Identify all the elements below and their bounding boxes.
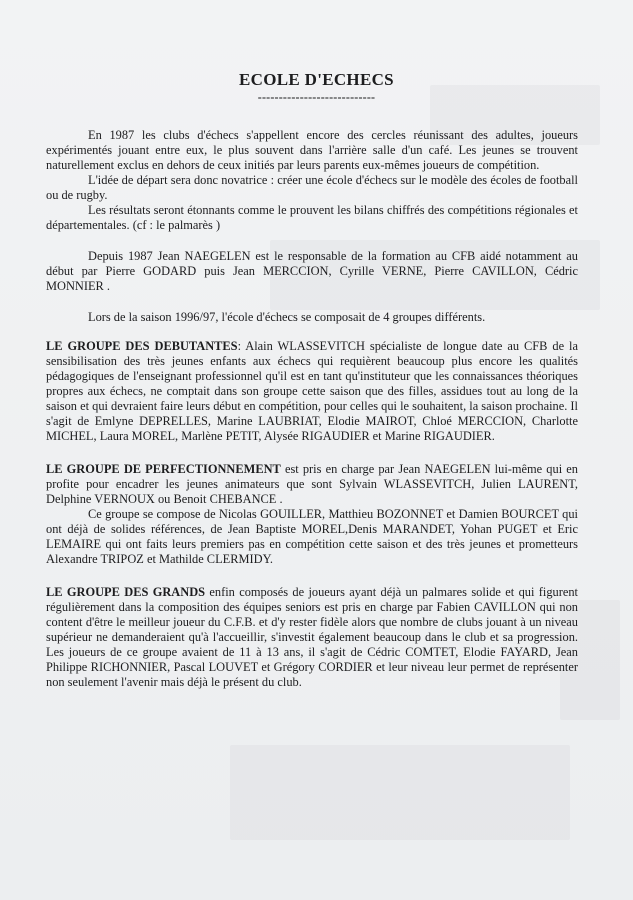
document-body xyxy=(46,128,578,690)
paragraph-season: Lors de la saison 1996/97, l'école d'échecs se composait de 4 groupes différents. xyxy=(88,310,486,324)
group-grands-title: LE GROUPE DES GRANDS xyxy=(46,585,206,599)
paragraph-group-debutantes xyxy=(46,339,578,444)
group-grands-text: enfin composés de joueurs ayant déjà un palmares solide et qui figurent régulièrement dans la composition des équipes seniors est pris en charge par Fabien CAVILLON qui non content d'être le meilleur joueur du C.F.B. et d'y rester fidèle alors que nombre de clubs jouant à un niveau supérieur ne demanderaient qu'à l'accueillir, s'investit également beaucoup dans le club et sa progression. Les joueurs de ce groupe avaient de 11 à 13 ans, il s'agit de Cédric COMTET, Elodie FAYARD, Jean Philippe RICHONNIER, Pascal LOUVET et Grégory CORDIER et leur niveau leur permet de représenter non seulement l'avenir mais déjà le présent du club. xyxy=(46,585,578,689)
paragraph-idea: L'idée de départ sera donc novatrice : créer une école d'échecs sur le modèle des écoles de football ou de rugby. xyxy=(46,173,578,202)
paragraph-group-grands xyxy=(46,585,578,690)
group-debutantes-title: LE GROUPE DES DEBUTANTES xyxy=(46,339,238,353)
title-underline: ---------------------------- xyxy=(257,90,376,104)
paragraph-group-perfectionnement xyxy=(46,462,578,507)
paragraph-group-perfectionnement-members: Ce groupe se compose de Nicolas GOUILLER, Matthieu BOZONNET et Damien BOURCET qui ont déjà de solides références, de Jean Baptiste MOREL,Denis MARANDET, Yohan PUGET et Eric LEMAIRE qui ont faits leurs premiers pas en compétition cette saison et des très jeunes et prometteurs Alexandre TRIPOZ et Mathilde CLERMIDY. xyxy=(46,507,578,566)
paragraph-results: Les résultats seront étonnants comme le prouvent les bilans chiffrés des compétitions régionales et départementales. (cf : le palmarès ) xyxy=(46,203,578,232)
show-through-block xyxy=(230,745,570,840)
page-title: ECOLE D'ECHECS xyxy=(239,70,394,89)
group-perfectionnement-text: est pris en charge par Jean NAEGELEN lui-même qui en profite pour encadrer les jeunes animateurs que sont Sylvain WLASSEVITCH, Julien LAURENT, Delphine VERNOUX ou Benoit CHEBANCE . xyxy=(46,462,578,506)
group-debutantes-text: : Alain WLASSEVITCH spécialiste de longue date au CFB de la sensibilisation des très jeunes enfants aux échecs qui requièrent beaucoup plus encore les qualités pédagogiques de l'enseignant professionnel qu'il est en tant qu'instituteur que les connaissances théoriques propres aux échecs, ne comptait dans son groupe cette saison que des filles, assidues tout au long de la saison et qui devraient faire leurs début en compétition, pour celles qui le souhaitent, la saison prochaine. Il s'agit de Emlyne DEPRELLES, Marine LAUBRIAT, Elodie MAIROT, Chloé MERCCION, Charlotte MICHEL, Laura MOREL, Marlène PETIT, Alysée RIGAUDIER et Marine RIGAUDIER. xyxy=(46,339,578,443)
paragraph-formation: Depuis 1987 Jean NAEGELEN est le responsable de la formation au CFB aidé notamment au début par Pierre GODARD puis Jean MERCCION, Cyrille VERNE, Pierre CAVILLON, Cédric MONNIER . xyxy=(46,249,578,293)
paragraph-intro: En 1987 les clubs d'échecs s'appellent encore des cercles réunissant des adultes, joueurs expérimentés jouant entre eux, le plus souvent dans l'arrière salle d'un café. Les jeunes se trouvent naturellement exclus en dehors de ceux initiés par leurs parents eux-mêmes joueurs de compétition. xyxy=(46,128,578,172)
group-perfectionnement-title: LE GROUPE DE PERFECTIONNEMENT xyxy=(46,462,281,476)
